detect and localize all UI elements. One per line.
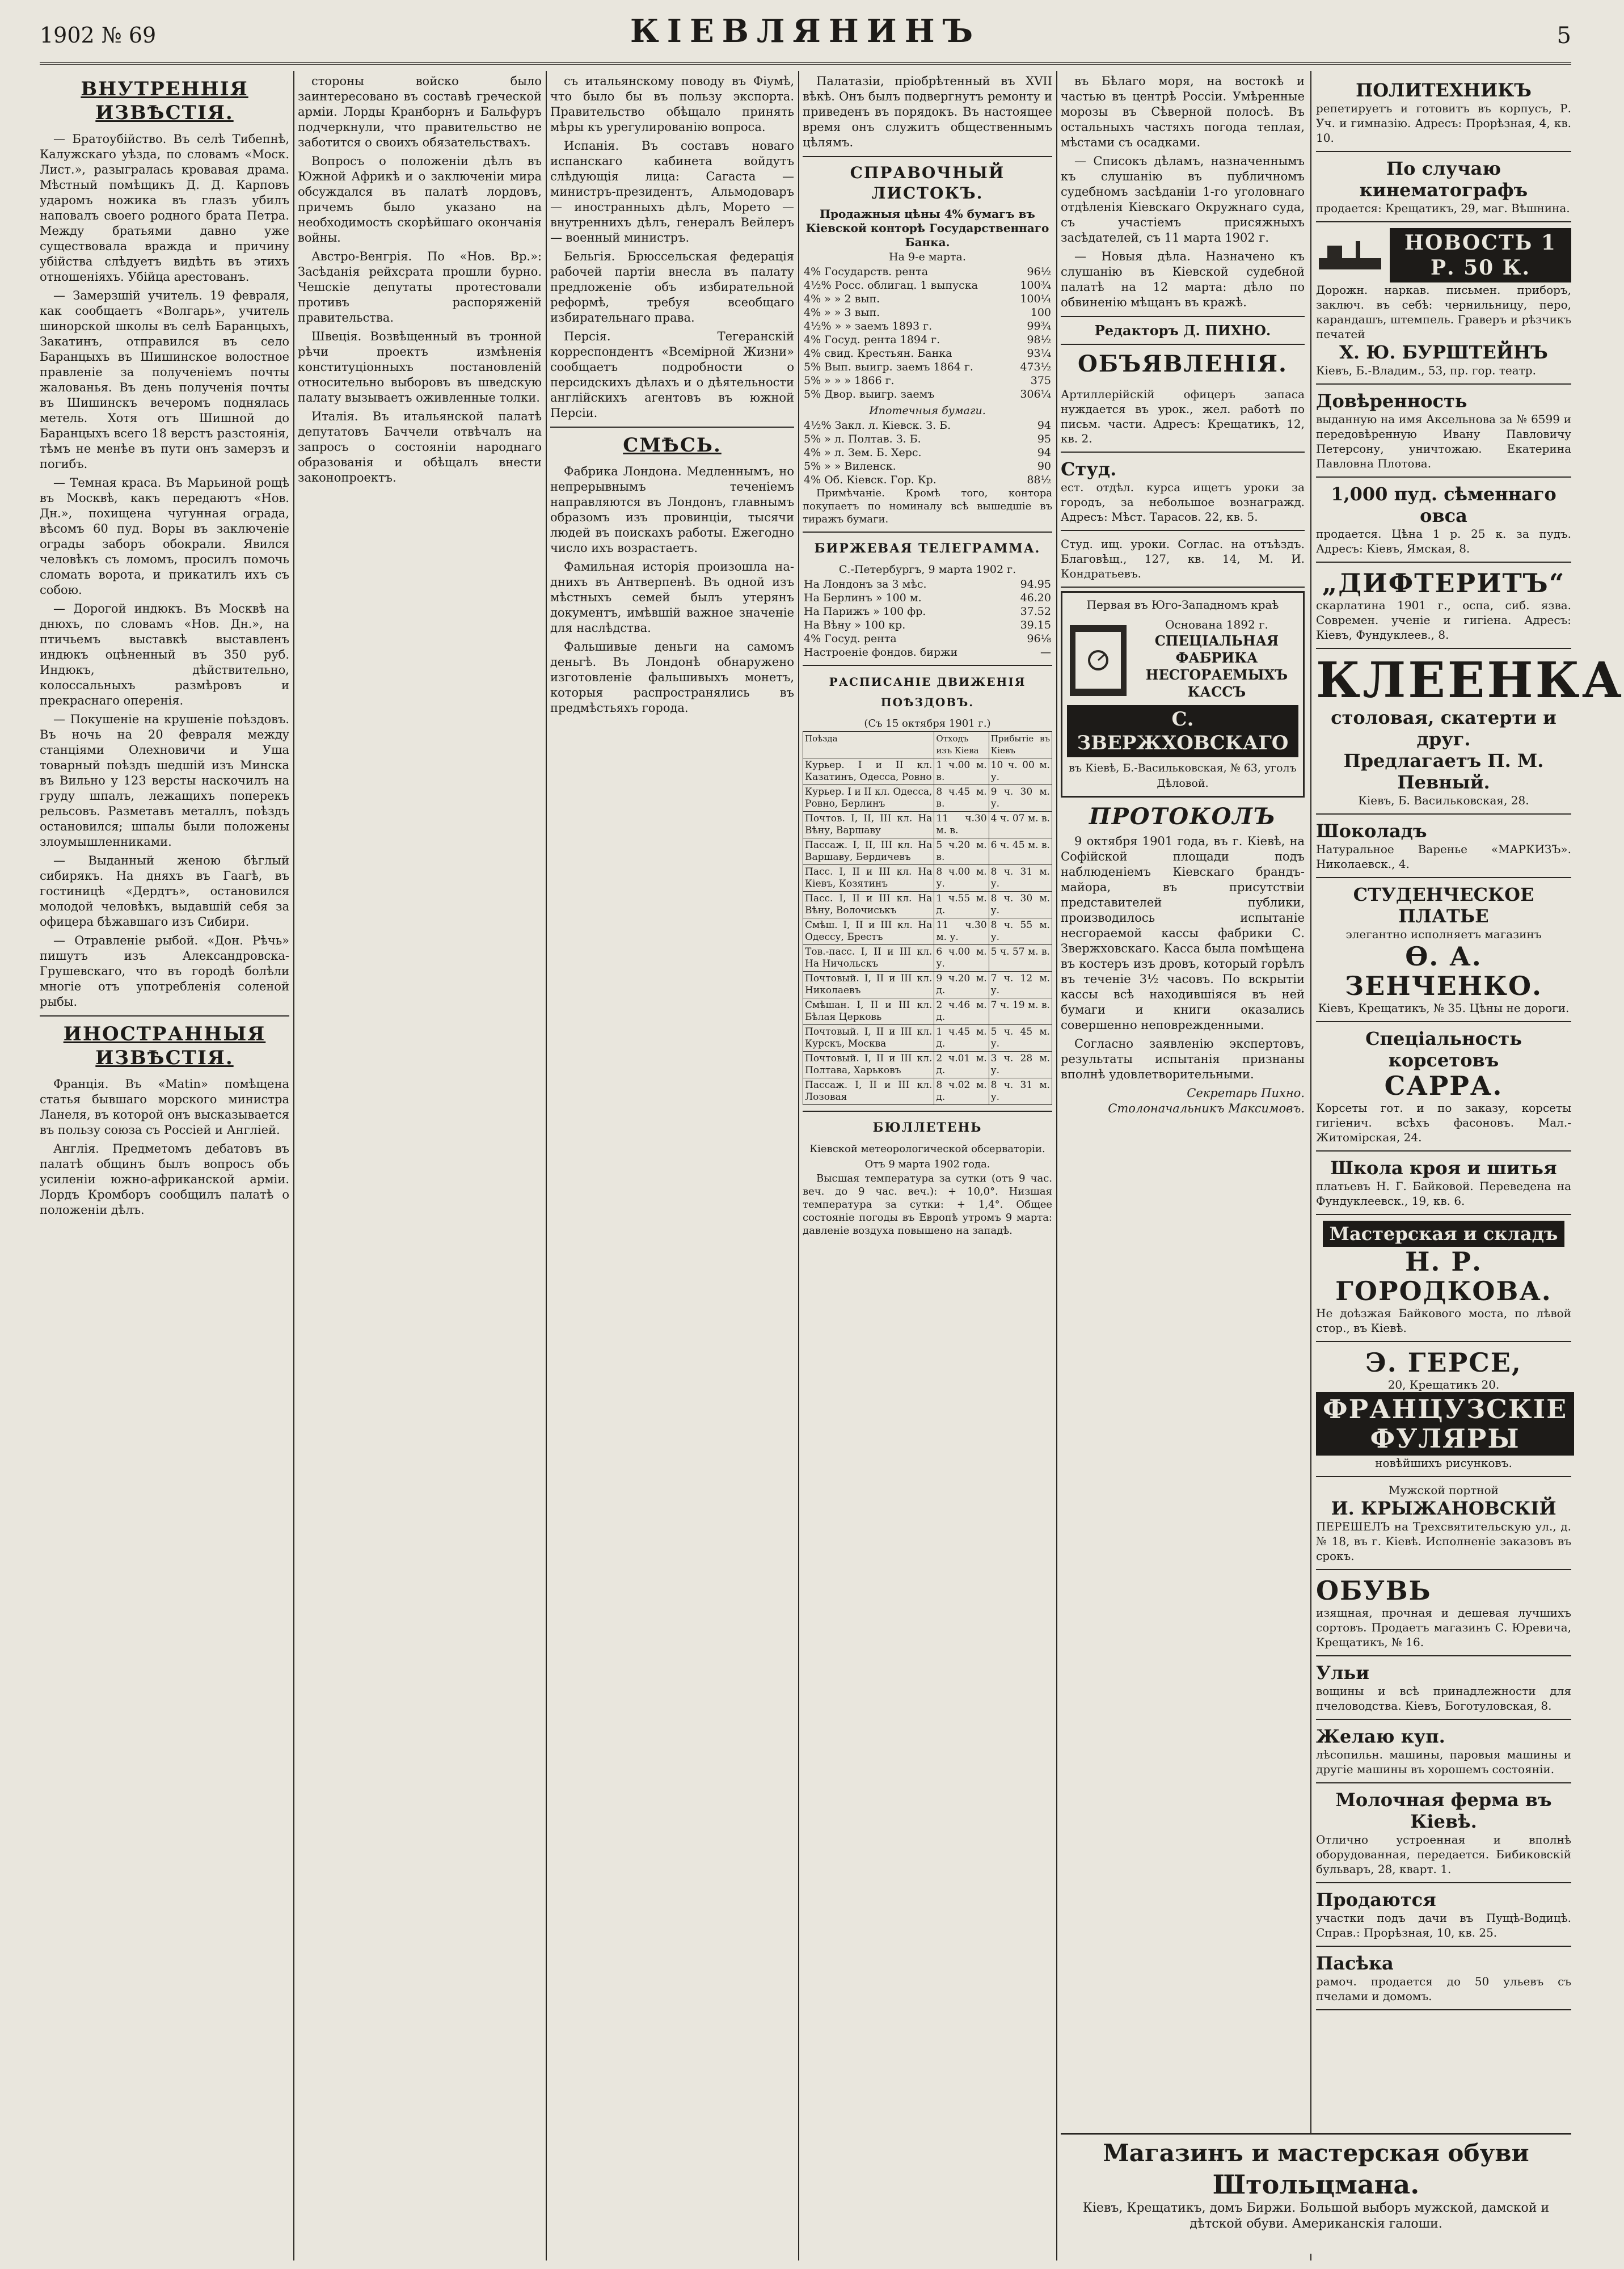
ad-brand: Ѳ. А. ЗЕНЧЕНКО. bbox=[1344, 941, 1543, 1001]
ad-subtitle: элегантно исполняетъ магазинъ bbox=[1345, 927, 1542, 941]
rate-name: 5% Вып. выигр. заемъ 1864 г. bbox=[804, 361, 973, 373]
ad-student-2 bbox=[1061, 531, 1305, 588]
section-heading: СПРАВОЧНЫЙ ЛИСТОКЪ. bbox=[850, 163, 1005, 203]
rate-name: 4½% » » заемъ 1893 г. bbox=[804, 320, 933, 332]
article-paragraph: — Замерзшій учитель. 19 февраля, как сообщаетъ «Волгарь», учитель шинорской школы въ селѣ Баранцыхъ, Закатинъ, отправился въ село Баранцыхъ въ Шишинское волостное правленіе за полученіемъ почты жалованья. Въ день полученія почты въ Шишинскъ вечеромъ поднялась метель. Хотя отъ Шишной до Баранцыхъ всего 18 верстъ разстоянія, тѣмъ не менѣе въ пути онъ замерзъ и погибъ. bbox=[40, 289, 289, 471]
divider bbox=[1061, 344, 1305, 345]
train-route: Курьер. I и II кл. Казатинъ, Одесса, Ровно bbox=[803, 758, 934, 785]
ad-polytechnic bbox=[1316, 74, 1571, 152]
ad-address: въ Кіевѣ, Б.-Васильковская, № 63, уголъ Дѣловой. bbox=[1069, 762, 1297, 790]
train-arrival: 5 ч. 45 м. у. bbox=[989, 1025, 1052, 1052]
rate-value: 473½ bbox=[1020, 361, 1051, 373]
rate-name: 4% Государств. рента bbox=[804, 265, 929, 278]
rate-row bbox=[803, 292, 1052, 306]
ad-brand: Н. Р. ГОРОДКОВА. bbox=[1335, 1246, 1552, 1306]
ad-officer bbox=[1061, 381, 1305, 453]
ad-dairy-farm bbox=[1316, 1783, 1571, 1883]
train-arrival: 7 ч. 19 м. в. bbox=[989, 998, 1052, 1025]
ad-beehives bbox=[1316, 1656, 1571, 1720]
train-arrival: 8 ч. 55 м. у. bbox=[989, 918, 1052, 945]
ad-brand: Штольцмана. bbox=[1212, 2169, 1420, 2200]
rate-value: 95 bbox=[1037, 433, 1051, 445]
train-arrival: 10 ч. 00 м. у. bbox=[989, 758, 1052, 785]
rate-name: 5% » » » 1866 г. bbox=[804, 374, 895, 387]
article-paragraph: Бельгія. Брюссельская федерація рабочей партіи внесла въ палату предложеніе объ избирательной реформѣ, требуя всеобщаго избирательнаго права. bbox=[550, 250, 794, 324]
article-paragraph: Вопросъ о положеніи дѣлъ въ Южной Африкѣ и о заключеніи мира обсуждался въ палатѣ лордовъ, причемъ было указано на необходимость скорѣйшаго окончанія войны. bbox=[298, 154, 542, 244]
ad-title: Студ. bbox=[1061, 458, 1117, 480]
rate-value: 100¾ bbox=[1020, 279, 1051, 292]
bank-rates-table bbox=[803, 419, 1052, 487]
ad-apiary bbox=[1316, 1947, 1571, 2010]
rate-name: На Лондонъ за 3 мѣс. bbox=[804, 578, 927, 591]
train-route: Тов.-пасс. I, II и III кл. На Ничольскъ bbox=[803, 945, 934, 972]
article-paragraph: — Покушеніе на крушеніе поѣздовъ. Въ ночь на 20 февраля между станціями Олехновичи и Уша товарный поѣздъ шедшій изъ Минска въ Вильно у 123 версты наскочилъ на груду шпалъ, лежащихъ поперекъ рельсовъ. Разметавъ металлъ, поѣздъ остановился; шпалы были положены злоумышленниками. bbox=[40, 712, 289, 849]
exchange-row bbox=[803, 605, 1052, 618]
rate-name: 5% » » Виленск. bbox=[804, 460, 896, 473]
rate-row bbox=[803, 306, 1052, 319]
train-arrival: 8 ч. 31 м. у. bbox=[989, 865, 1052, 892]
rate-name: На Парижъ » 100 фр. bbox=[804, 605, 926, 618]
rates-title: Продажныя цѣны 4% бумагъ въ Кіевской конторѣ Государственнаго Банка. bbox=[805, 207, 1049, 249]
ad-brand: Х. Ю. БУРШТЕЙНЪ bbox=[1339, 341, 1548, 363]
rate-name: 4½% Закл. л. Кіевск. З. Б. bbox=[804, 419, 951, 432]
train-departure: 9 ч.20 м. д. bbox=[934, 972, 989, 998]
train-row bbox=[803, 838, 1052, 865]
column-divider bbox=[546, 71, 547, 2260]
bank-rate-row bbox=[803, 419, 1052, 432]
rate-name: Настроеніе фондов. биржи bbox=[804, 646, 958, 659]
ad-address: Кіевъ, Б.-Владим., 53, пр. гор. театр. bbox=[1316, 364, 1536, 377]
page-number: 5 bbox=[1556, 23, 1571, 49]
meteo-title: БЮЛЛЕТЕНЬ bbox=[872, 1120, 982, 1135]
train-row bbox=[803, 945, 1052, 972]
protocol-heading: ПРОТОКОЛЪ bbox=[1089, 803, 1277, 830]
ad-title: ОБУВЬ bbox=[1316, 1575, 1432, 1606]
train-route: Смѣшан. I, II и III кл. Бѣлая Церковь bbox=[803, 998, 934, 1025]
ad-subtitle: новѣйшихъ рисунковъ. bbox=[1375, 1456, 1512, 1470]
article-paragraph: Фабрика Лондона. Медленнымъ, но непрерывнымъ теченіемъ направляются въ Лондонъ, главнымъ образомъ изъ провинціи, тысячи людей въ поискахъ работы. Ежегодно число ихъ возрастаетъ. bbox=[550, 465, 794, 555]
rates-table bbox=[803, 265, 1052, 401]
ads-heading: ОБЪЯВЛЕНІЯ. bbox=[1078, 351, 1288, 377]
ad-brand: Предлагаетъ П. М. Певный. bbox=[1343, 750, 1544, 793]
exchange-row bbox=[803, 632, 1052, 646]
ad-brand: С. ЗВЕРЖХОВСКАГО bbox=[1067, 705, 1298, 757]
divider bbox=[40, 1015, 289, 1017]
divider bbox=[1061, 316, 1305, 317]
train-arrival: 6 ч. 45 м. в. bbox=[989, 838, 1052, 865]
column-ads bbox=[1316, 74, 1624, 2252]
rate-row bbox=[803, 333, 1052, 347]
ad-corsets bbox=[1316, 1022, 1571, 1152]
section-heading: СМѢСЬ. bbox=[623, 434, 722, 457]
ad-text: Натуральное Варенье «МАРКИЗЪ». Николаевск., 4. bbox=[1316, 842, 1571, 871]
trains-title: РАСПИСАНІЕ ДВИЖЕНІЯ ПОѢЗДОВЪ. bbox=[829, 675, 1026, 709]
article-paragraph: — Братоубійство. Въ селѣ Тибепнѣ, Калужскаго уѣзда, по словамъ «Моск. Лист.», разыгралась кровавая драма. Мѣстный помѣщикъ Д. Д. Карповъ ударомъ ножика въ глазъ убилъ наповалъ своего родного брата Петра. Между братьями давно уже существовала вражда и причину убійства слѣдуетъ видѣть въ этихъ отношеніяхъ. Убійца арестованъ. bbox=[40, 132, 289, 284]
ad-address: 20, Крещатикъ 20. bbox=[1387, 1378, 1500, 1391]
ad-title: НОВОСТЬ 1 Р. 50 К. bbox=[1390, 228, 1571, 282]
train-row bbox=[803, 758, 1052, 785]
article-paragraph: — Новыя дѣла. Назначено къ слушанію въ Кіевской судебной палатѣ на 12 марта: дѣло по обвиненію мѣщанъ въ кражѣ. bbox=[1061, 250, 1305, 309]
train-arrival: 5 ч. 57 м. в. bbox=[989, 945, 1052, 972]
issue-number: 1902 № 69 bbox=[40, 23, 157, 48]
article-paragraph: въ Бѣлаго моря, на востокѣ и частью въ центрѣ Россіи. Умѣренные морозы въ Сѣверной полосѣ. Въ остальныхъ частяхъ погода теплая, мѣстами съ осадками. bbox=[1061, 74, 1305, 149]
article-paragraph: Фальшивые деньги на самомъ деньгѣ. Въ Лондонѣ обнаружено изготовленіе фальшивыхъ монетъ, которыя распространялись въ предмѣстьяхъ города. bbox=[550, 640, 794, 715]
rate-name: 4% Об. Кіевск. Гор. Кр. bbox=[804, 474, 937, 486]
column-court-ads bbox=[1061, 74, 1305, 2252]
rate-name: 4½% Росс. облигац. 1 выпуска bbox=[804, 279, 978, 292]
ad-text: участки подъ дачи въ Пущѣ-Водицѣ. Справ.: Прорѣзная, 10, кв. 25. bbox=[1316, 1911, 1571, 1939]
train-departure: 8 ч.45 м. в. bbox=[934, 785, 989, 812]
ad-diphtheria bbox=[1316, 563, 1571, 649]
ad-address: Кіевъ, Крещатикъ, № 35. Цѣны не дороги. bbox=[1318, 1001, 1570, 1015]
exchange-row bbox=[803, 618, 1052, 632]
ad-brand: Э. ГЕРСЕ, bbox=[1365, 1347, 1522, 1378]
ad-title: Магазинъ и мастерская обуви bbox=[1103, 2139, 1529, 2167]
rate-value: 93¼ bbox=[1027, 347, 1051, 360]
ad-text: Дорожн. наркав. письмен. приборъ, заключ. въ себѣ: чернильницу, перо, карандашъ, штемпель. Граверъ и рѣзчикъ печатей bbox=[1316, 283, 1571, 341]
train-row bbox=[803, 998, 1052, 1025]
ad-text: лѣсопильн. машины, паровыя машины и другіе машины въ хорошемъ состояніи. bbox=[1316, 1748, 1571, 1776]
article-paragraph: Италія. Въ итальянской палатѣ депутатовъ Баччели отвѣчалъ на запросъ о состояніи народнаго образованія и обѣщалъ внести законопроектъ. bbox=[298, 410, 542, 484]
ad-title: Школа кроя и шитья bbox=[1330, 1157, 1557, 1179]
ad-text: ПЕРЕШЕЛЪ на Трехсвятительскую ул., д. № 18, въ г. Кіевѣ. Исполненіе заказовъ въ срокъ. bbox=[1316, 1520, 1571, 1563]
trains-col-header: Поѣзда bbox=[803, 732, 934, 758]
ad-title: КЛЕЕНКА bbox=[1316, 652, 1624, 709]
ad-title: Ульи bbox=[1316, 1662, 1369, 1684]
ad-title: СТУДЕНЧЕСКОЕ ПЛАТЬЕ bbox=[1353, 884, 1534, 927]
train-departure: 1 ч.00 м. в. bbox=[934, 758, 989, 785]
train-departure: 1 ч.55 м. д. bbox=[934, 892, 989, 918]
rate-value: 90 bbox=[1037, 460, 1051, 473]
bank-rate-row bbox=[803, 432, 1052, 446]
rate-value: — bbox=[1040, 646, 1051, 659]
ad-text: вощины и всѣ принадлежности для пчеловодства. Кіевъ, Боготуловская, 8. bbox=[1316, 1684, 1571, 1713]
article-paragraph: Австро-Венгрія. По «Нов. Вр.»: Засѣданія рейхсрата прошли бурно. Чешскіе депутаты протестовали противъ распоряженій правительства. bbox=[298, 250, 542, 324]
ad-sewing-school bbox=[1316, 1152, 1571, 1215]
article-paragraph: стороны войско было заинтересовано въ составѣ греческой арміи. Лорды Кранборнъ и Бальфуръ подчеркнули, что правительство не заботится о своихъ обязательствахъ. bbox=[298, 74, 542, 149]
rates-note: Примѣчаніе. Кромѣ того, контора покупаетъ по номиналу всѣ вышедшіе въ тиражъ бумаги. bbox=[803, 487, 1052, 525]
ad-title: Молочная ферма въ Кіевѣ. bbox=[1335, 1789, 1552, 1832]
rate-name: На Вѣну » 100 кр. bbox=[804, 619, 906, 631]
divider bbox=[803, 532, 1052, 533]
ad-student-dress bbox=[1316, 878, 1571, 1022]
meteo-subtitle: Кіевской метеорологической обсерваторіи. Отъ 9 марта 1902 года. bbox=[809, 1143, 1045, 1170]
train-row bbox=[803, 918, 1052, 945]
rate-row bbox=[803, 347, 1052, 360]
ad-brand: И. КРЫЖАНОВСКІЙ bbox=[1331, 1498, 1556, 1519]
train-departure: 11 ч.30 м. у. bbox=[934, 918, 989, 945]
ad-safe-factory bbox=[1061, 591, 1305, 798]
train-row bbox=[803, 1052, 1052, 1078]
train-route: Курьер. I и II кл. Одесса, Ровно, Берлинъ bbox=[803, 785, 934, 812]
bank-rate-row bbox=[803, 459, 1052, 473]
ad-shoe-store bbox=[1061, 2133, 1571, 2254]
ad-title: Довѣренность bbox=[1316, 390, 1467, 412]
ad-text: выданную на имя Аксельнова за № 6599 и передовѣренную Ивану Павловичу Петерсону, уничтожаю. Екатерина Павловна Плотова. bbox=[1316, 412, 1571, 470]
ad-text: Первая въ Юго-Западномъ краѣ bbox=[1086, 598, 1279, 611]
rate-name: 4% » л. Зем. Б. Херс. bbox=[804, 446, 922, 459]
rate-value: 94 bbox=[1037, 419, 1051, 432]
ad-title: ПОЛИТЕХНИКЪ bbox=[1356, 79, 1532, 101]
train-route: Почтовый. I, II и III кл. Курскъ, Москва bbox=[803, 1025, 934, 1052]
rate-name: 4% свид. Крестьян. Банка bbox=[804, 347, 952, 360]
train-route: Почтов. I, II, III кл. На Вѣну, Варшаву bbox=[803, 812, 934, 838]
article-paragraph: Фамильная исторія произошла на-днихъ въ Антверпенѣ. Въ одной изъ мѣстныхъ семей былъ утерянъ документъ, имѣвшій важное значеніе для наслѣдства. bbox=[550, 560, 794, 635]
column-divider bbox=[293, 71, 294, 2260]
rates-date: На 9-е марта. bbox=[889, 251, 966, 263]
train-row bbox=[803, 972, 1052, 998]
rate-name: 4% Госуд. рента bbox=[804, 632, 897, 645]
ad-text: рамоч. продается до 50 ульевъ съ пчелами и домомъ. bbox=[1316, 1975, 1571, 2003]
rate-value: 37.52 bbox=[1020, 605, 1051, 618]
ad-oilcloth bbox=[1316, 649, 1624, 815]
ad-text: продается. Цѣна 1 р. 25 к. за пудъ. Адресъ: Кіевъ, Ямская, 8. bbox=[1316, 527, 1571, 555]
train-route: Пассаж. I, II, III кл. На Варшаву, Бердичевъ bbox=[803, 838, 934, 865]
ad-foulards bbox=[1316, 1342, 1571, 1477]
ad-title: „ДИФТЕРИТЪ“ bbox=[1322, 568, 1566, 598]
train-row bbox=[803, 1025, 1052, 1052]
ad-text: репетируетъ и готовитъ въ корпусъ, Р. Уч. и гимназію. Адресъ: Прорѣзная, 4, кв. 10. bbox=[1316, 102, 1571, 145]
bank-rate-row bbox=[803, 473, 1052, 487]
divider bbox=[803, 156, 1052, 157]
ad-text: Основана 1892 г. bbox=[1165, 618, 1268, 631]
rate-name: На Берлинъ » 100 м. bbox=[804, 592, 922, 604]
rate-value: 99¾ bbox=[1027, 320, 1051, 332]
article-paragraph: — Отравленіе рыбой. «Дон. Рѣчь» пишутъ изъ Александровска-Грушевскаго, что въ городѣ болѣли многіе отъ употребленія соленой рыбы. bbox=[40, 934, 289, 1009]
train-departure: 8 ч.00 м. у. bbox=[934, 865, 989, 892]
train-arrival: 7 ч. 12 м. у. bbox=[989, 972, 1052, 998]
ad-subtitle: столовая, скатерти и друг. bbox=[1331, 707, 1556, 750]
train-arrival: 4 ч. 07 м. в. bbox=[989, 812, 1052, 838]
train-route: Пасс. I, II и III кл. На Кіевъ, Козятинъ bbox=[803, 865, 934, 892]
ad-text: ест. отдѣл. курса ищетъ уроки за городъ, за небольшое вознагражд. Адресъ: Мѣст. Тарасов. 22, кв. 5. bbox=[1061, 480, 1305, 524]
ad-text: Студ. ищ. уроки. Соглас. на отъѣздъ. Благовѣщ., 127, кв. 14, М. И. Кондратьевъ. bbox=[1061, 537, 1305, 580]
section-heading: ИНОСТРАННЫЯ ИЗВѢСТІЯ. bbox=[63, 1023, 266, 1069]
train-arrival: 8 ч. 31 м. у. bbox=[989, 1078, 1052, 1105]
exchange-row bbox=[803, 591, 1052, 605]
article-paragraph: Испанія. Въ составъ новаго испанскаго кабинета войдутъ слѣдующія лица: Сагаста — министръ-президентъ, Альмодоваръ — иностранныхъ дѣлъ, Морето — внутреннихъ дѣлъ, генералъ Вейлеръ — военный министръ. bbox=[550, 139, 794, 244]
ad-title: Мужской портной bbox=[1388, 1483, 1499, 1497]
exchange-table bbox=[803, 577, 1052, 659]
article-paragraph: съ итальянскому поводу въ Фіумѣ, что было бы въ пользу экспорта. Правительство обѣщало принять мѣры къ урегулированію вопроса. bbox=[550, 74, 794, 134]
train-departure: 5 ч.20 м. в. bbox=[934, 838, 989, 865]
rate-value: 375 bbox=[1030, 374, 1051, 387]
ad-title: По случаю кинематографъ bbox=[1359, 158, 1528, 201]
trains-col-header: Отходъ изъ Кіева bbox=[934, 732, 989, 758]
divider bbox=[550, 427, 794, 428]
article-paragraph: 9 октября 1901 года, въ г. Кіевѣ, на Софійской площади подъ наблюденіемъ Кіевскаго брандъ-майора, въ присутствіи представителей публики, производилось испытаніе несгораемой кассы фабрики С. Звержховскаго. Касса была помѣщена въ костеръ изъ дровъ, который горѣлъ въ теченіе 3½ часовъ. По вскрытіи кассы всѣ находившіяся въ ней бумаги и книги оказались совершенно неповрежденными. bbox=[1061, 834, 1305, 1032]
train-departure: 8 ч.02 м. д. bbox=[934, 1078, 989, 1105]
rate-row bbox=[803, 374, 1052, 387]
divider bbox=[803, 665, 1052, 666]
exchange-row bbox=[803, 646, 1052, 659]
train-row bbox=[803, 1078, 1052, 1105]
ad-title: СПЕЦІАЛЬНАЯ ФАБРИКА НЕСГОРАЕМЫХЪ КАССЪ bbox=[1145, 632, 1288, 700]
rate-value: 98½ bbox=[1027, 334, 1051, 346]
exchange-row bbox=[803, 577, 1052, 591]
trains-table bbox=[803, 731, 1052, 1105]
ad-title: Мастерская и складъ bbox=[1323, 1221, 1565, 1247]
ad-text: Артиллерійскій офицеръ запаса нуждается въ урок., жел. работѣ по письм. части. Адресъ: Крещатикъ, 12, кв. 2. bbox=[1061, 387, 1305, 445]
ad-text: Отлично устроенная и вполнѣ оборудованная, передается. Бибиковскій бульваръ, 28, кварт. 1. bbox=[1316, 1833, 1571, 1876]
train-arrival: 3 ч. 28 м. у. bbox=[989, 1052, 1052, 1078]
rate-name: 5% » л. Полтав. З. Б. bbox=[804, 433, 921, 445]
desk-set-icon bbox=[1316, 235, 1384, 275]
train-departure: 6 ч.00 м. у. bbox=[934, 945, 989, 972]
ad-title: Спеціальность корсетовъ bbox=[1365, 1028, 1522, 1071]
bank-rates-title: Ипотечныя бумаги. bbox=[869, 404, 986, 417]
column-divider bbox=[1310, 71, 1311, 2260]
train-route: Пассаж. I, II и III кл. Лозовая bbox=[803, 1078, 934, 1105]
ad-text: изящная, прочная и дешевая лучшихъ сортовъ. Продаетъ магазинъ С. Юревича, Крещатикъ, № 16. bbox=[1316, 1606, 1571, 1649]
ad-cinematograph bbox=[1316, 152, 1571, 222]
article-paragraph: Англія. Предметомъ дебатовъ въ палатѣ общинъ былъ вопросъ объ усиленіи южно-африканской арміи. Лордъ Кромборъ сообщилъ палатѣ о положеніи дѣлъ. bbox=[40, 1142, 289, 1217]
rate-name: 5% Двор. выигр. заемъ bbox=[804, 388, 935, 400]
rate-value: 94 bbox=[1037, 446, 1051, 459]
trains-subtitle: (Съ 15 октября 1901 г.) bbox=[864, 718, 991, 729]
rate-row bbox=[803, 265, 1052, 279]
ad-footwear bbox=[1316, 1570, 1571, 1656]
rate-value: 46.20 bbox=[1020, 592, 1051, 604]
rate-value: 94.95 bbox=[1020, 578, 1051, 591]
train-route: Пасс. I, II и III кл. На Вѣну, Волочиськъ bbox=[803, 892, 934, 918]
ad-title: Желаю куп. bbox=[1316, 1726, 1445, 1747]
ad-engraver bbox=[1316, 222, 1571, 385]
train-route: Почтовый. I, II и III кл. Николаевъ bbox=[803, 972, 934, 998]
ad-text: продается: Крещатикъ, 29, маг. Вѣшнина. bbox=[1316, 201, 1570, 215]
ad-title: Пасѣка bbox=[1316, 1952, 1394, 1974]
masthead bbox=[40, 0, 1571, 65]
rate-value: 96⅛ bbox=[1027, 632, 1051, 645]
ad-oats bbox=[1316, 478, 1571, 563]
rate-value: 39.15 bbox=[1020, 619, 1051, 631]
article-paragraph: — Темная краса. Въ Марьиной рощѣ въ Москвѣ, какъ передаютъ «Нов. Дн.», похищена чугунная ограда, вѣсомъ 60 пуд. Воры въ заключеніе ограды заборъ обокрали. Явился человѣкъ съ ломомъ, просилъ помочь сломать ворота, и прикатилъ ихъ съ собою. bbox=[40, 476, 289, 597]
column-reference bbox=[803, 74, 1052, 2252]
article-paragraph: Франція. Въ «Matin» помѣщена статья бывшаго морского министра Ланеля, въ которой онъ высказывается въ пользу союза съ Россіей и Англіей. bbox=[40, 1077, 289, 1137]
ad-title: ФРАНЦУЗСКІЕ ФУЛЯРЫ bbox=[1316, 1392, 1574, 1456]
article-paragraph: Согласно заявленію экспертовъ, результаты испытанія признаны вполнѣ удовлетворительными. bbox=[1061, 1037, 1305, 1081]
ad-tailor bbox=[1316, 1477, 1571, 1570]
article-paragraph: — Списокъ дѣламъ, назначеннымъ къ слушанію въ публичномъ судебномъ засѣданіи 1-го уголовнаго отдѣленія Кіевскаго Окружнаго суда, съ участіемъ присяжныхъ засѣдателей, съ 11 марта 1902 г. bbox=[1061, 154, 1305, 244]
ad-workshop bbox=[1316, 1215, 1571, 1342]
ad-power-of-attorney bbox=[1316, 385, 1571, 478]
ad-title: Продаются bbox=[1316, 1889, 1436, 1910]
train-row bbox=[803, 892, 1052, 918]
rate-value: 96½ bbox=[1027, 265, 1051, 278]
meteo-text: Высшая температура за сутки (отъ 9 час. веч. до 9 час. веч.): + 10,0°. Низшая температура за сутки: + 1,4°. Общее состояніе погоды въ Европѣ утромъ 9 марта: давленіе воздуха повышено на западѣ. bbox=[803, 1173, 1052, 1237]
newspaper-title: КІЕВЛЯНИНЪ bbox=[630, 12, 981, 50]
train-row bbox=[803, 865, 1052, 892]
train-row bbox=[803, 785, 1052, 812]
rate-value: 88½ bbox=[1027, 474, 1051, 486]
article-paragraph: — Дорогой индюкъ. Въ Москвѣ на днюхъ, по словамъ «Нов. Дн.», на птичьемъ выставкѣ выставленъ индюкъ оцѣненный въ 350 руб. Индюкъ, дѣйствительно, колоссальныхъ размѣровъ и прекраснаго оперенія. bbox=[40, 602, 289, 707]
rate-row bbox=[803, 360, 1052, 374]
column-divider bbox=[1056, 71, 1057, 2260]
ad-text: Кіевъ, Крещатикъ, домъ Биржи. Большой выборъ мужской, дамской и дѣтской обуви. Американскія галоши. bbox=[1082, 2201, 1550, 2231]
bank-rate-row bbox=[803, 446, 1052, 459]
section-heading: ВНУТРЕННІЯ ИЗВѢСТІЯ. bbox=[81, 78, 248, 124]
protocol-signature: Секретарь Пихно. Столоначальникъ Максимовъ. bbox=[1108, 1086, 1305, 1115]
rate-row bbox=[803, 279, 1052, 292]
exchange-title: БИРЖЕВАЯ ТЕЛЕГРАММА. bbox=[814, 541, 1041, 556]
column-foreign-news-cont bbox=[550, 74, 794, 2252]
column-domestic-news bbox=[40, 74, 289, 2252]
column-foreign-news bbox=[298, 74, 542, 2252]
article-paragraph: — Выданный женою бѣглый сибирякъ. На дняхъ въ Гаагѣ, въ гостиницѣ «Дердтъ», остановился молодой человѣкъ, выдавшій себя за офицера бѣжавшаго изъ Сибири. bbox=[40, 854, 289, 929]
ad-text: Корсеты гот. и по заказу, корсеты гигіенич. всѣхъ фасоновъ. Мал.-Житомірская, 24. bbox=[1316, 1101, 1571, 1144]
article-paragraph: Палатазіи, пріобрѣтенный въ XVII вѣкѣ. Онъ былъ подвергнутъ ремонту и приведенъ въ порядокъ. Въ настоящее время онъ служитъ общественнымъ цѣлямъ. bbox=[803, 74, 1052, 149]
ad-student bbox=[1061, 453, 1305, 531]
rate-value: 100¼ bbox=[1020, 293, 1051, 305]
train-departure: 2 ч.01 м. д. bbox=[934, 1052, 989, 1078]
exchange-subtitle: С.-Петербургъ, 9 марта 1902 г. bbox=[838, 563, 1016, 576]
rate-value: 306¼ bbox=[1020, 388, 1051, 400]
rate-row bbox=[803, 319, 1052, 333]
rate-name: 4% Госуд. рента 1894 г. bbox=[804, 334, 940, 346]
ad-address: Кіевъ, Б. Васильковская, 28. bbox=[1358, 794, 1529, 807]
train-departure: 1 ч.45 м. д. bbox=[934, 1025, 989, 1052]
safe-icon bbox=[1067, 619, 1129, 699]
ad-chocolate bbox=[1316, 815, 1571, 878]
editor-line: Редакторъ Д. ПИХНО. bbox=[1094, 322, 1271, 339]
train-row bbox=[803, 812, 1052, 838]
rate-row bbox=[803, 387, 1052, 401]
ad-brand: САРРА. bbox=[1384, 1070, 1503, 1101]
ad-text: Не доѣзжая Байкового моста, по лѣвой стор., въ Кіевѣ. bbox=[1316, 1306, 1571, 1335]
train-route: Смѣш. I, II и III кл. На Одессу, Брестъ bbox=[803, 918, 934, 945]
train-arrival: 9 ч. 30 м. у. bbox=[989, 785, 1052, 812]
column-divider bbox=[798, 71, 799, 2260]
trains-col-header: Прибытіе въ Кіевъ bbox=[989, 732, 1052, 758]
ad-title: Шоколадъ bbox=[1316, 820, 1427, 842]
article-paragraph: Швеція. Возвѣщенный въ тронной рѣчи проектъ измѣненія конституціонныхъ постановленій относительно выборовъ въ шведскую палату вызываетъ оживленные толки. bbox=[298, 330, 542, 404]
ad-plots bbox=[1316, 1883, 1571, 1947]
ad-title: 1,000 пуд. сѣменнаго овса bbox=[1331, 483, 1556, 526]
rate-name: 4% » » 2 вып. bbox=[804, 293, 880, 305]
divider bbox=[803, 1111, 1052, 1112]
rate-name: 4% » » 3 вып. bbox=[804, 306, 880, 319]
train-route: Почтовый. I, II и III кл. Полтава, Харьковъ bbox=[803, 1052, 934, 1078]
train-arrival: 8 ч. 30 м. у. bbox=[989, 892, 1052, 918]
article-paragraph: Персія. Тегеранскій корреспондентъ «Всемірной Жизни» сообщаетъ подробности о персидскихъ дѣлахъ и о дѣятельности англійскихъ агентовъ въ южной Персіи. bbox=[550, 330, 794, 420]
ad-buy-machines bbox=[1316, 1720, 1571, 1783]
ad-text: скарлатина 1901 г., оспа, сиб. язва. Современ. ученіе и гигіена. Адресъ: Кіевъ, Фундуклеев., 8. bbox=[1316, 598, 1571, 642]
rate-value: 100 bbox=[1030, 306, 1051, 319]
train-departure: 2 ч.46 м. д. bbox=[934, 998, 989, 1025]
ad-text: платьевъ Н. Г. Байковой. Переведена на Фундуклеевск., 19, кв. 6. bbox=[1316, 1179, 1571, 1208]
train-departure: 11 ч.30 м. в. bbox=[934, 812, 989, 838]
